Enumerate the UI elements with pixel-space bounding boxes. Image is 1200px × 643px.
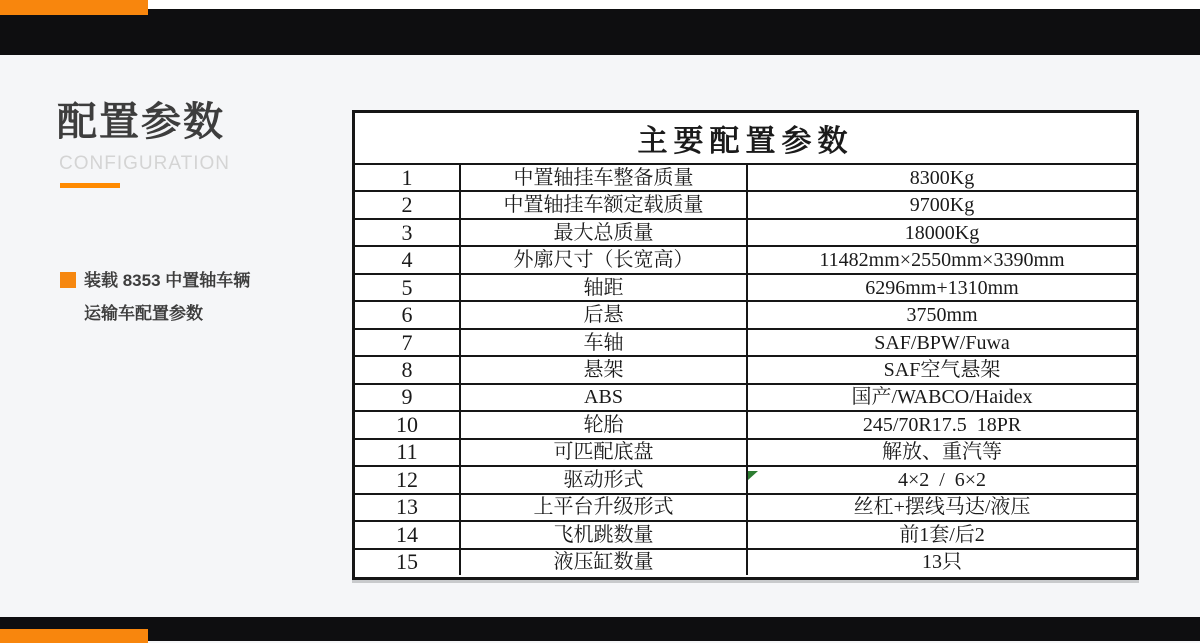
table-row: [355, 522, 1136, 549]
table-row: [355, 467, 1136, 494]
row-number-cell: 5: [355, 275, 461, 300]
row-number-cell: 7: [355, 330, 461, 355]
table-row: [355, 440, 1136, 467]
section-subtitle: CONFIGURATION: [59, 153, 230, 174]
row-name-cell: 液压缸数量: [461, 550, 748, 575]
row-name-cell: 上平台升级形式: [461, 495, 748, 520]
row-value-cell: 解放、重汽等: [882, 441, 1002, 464]
row-name-cell: 轴距: [461, 275, 748, 300]
row-number-cell: 8: [355, 357, 461, 382]
row-number-cell: 10: [355, 412, 461, 437]
table-row: [355, 247, 1136, 274]
row-number-cell: 9: [355, 385, 461, 410]
row-name-cell: 后悬: [461, 302, 748, 327]
spec-table: [352, 110, 1139, 580]
row-name-cell: 最大总质量: [461, 220, 748, 245]
table-row: [355, 495, 1136, 522]
row-name-cell: 可匹配底盘: [461, 440, 748, 465]
row-name-cell: 轮胎: [461, 412, 748, 437]
table-row: [355, 192, 1136, 219]
row-name-cell: 中置轴挂车额定载质量: [461, 192, 748, 217]
row-value-cell: 8300Kg: [909, 166, 975, 189]
top-divider-bar: [0, 9, 1200, 55]
row-value-cell: 13只: [922, 551, 962, 574]
table-row: [355, 385, 1136, 412]
row-name-cell: 飞机跳数量: [461, 522, 748, 547]
table-body: [355, 165, 1136, 575]
row-name-cell: 驱动形式: [461, 467, 748, 492]
row-name-cell: 车轴: [461, 330, 748, 355]
side-note-line-1: 装载 8353 中置轴车辆: [84, 271, 251, 290]
section-title: 配置参数: [57, 100, 225, 144]
table-row: [355, 330, 1136, 357]
row-value-cell: 245/70R17.5 18PR: [862, 413, 1022, 436]
row-number-cell: 4: [355, 247, 461, 272]
row-value-cell: SAF空气悬架: [883, 359, 1001, 382]
row-number-cell: 12: [355, 467, 461, 492]
row-name-cell: 中置轴挂车整备质量: [461, 165, 748, 190]
table-row: [355, 220, 1136, 247]
row-number-cell: 1: [355, 165, 461, 190]
table-row: [355, 275, 1136, 302]
row-value-cell: 前1套/后2: [899, 523, 985, 546]
row-number-cell: 13: [355, 495, 461, 520]
table-row: [355, 165, 1136, 192]
side-note: [60, 264, 340, 330]
bottom-divider-bar: [0, 617, 1200, 641]
row-name-cell: ABS: [461, 385, 748, 410]
row-name-cell: 外廓尺寸（长宽高）: [461, 247, 748, 272]
row-value-cell: 6296mm+1310mm: [865, 276, 1019, 299]
row-number-cell: 11: [355, 440, 461, 465]
row-number-cell: 6: [355, 302, 461, 327]
row-number-cell: 3: [355, 220, 461, 245]
row-value-cell: 3750mm: [906, 304, 978, 327]
row-value-cell: 国产/WABCO/Haidex: [851, 386, 1033, 409]
row-value-cell: 9700Kg: [909, 194, 975, 217]
green-corner-mark-icon: [748, 471, 758, 480]
row-number-cell: 14: [355, 522, 461, 547]
table-title: 主要配置参数: [355, 113, 1136, 165]
row-number-cell: 15: [355, 550, 461, 575]
orange-bullet-icon: [60, 272, 76, 288]
table-row: [355, 550, 1136, 575]
row-value-cell: SAF/BPW/Fuwa: [874, 331, 1010, 354]
row-number-cell: 2: [355, 192, 461, 217]
table-row: [355, 302, 1136, 329]
side-note-line-2: 运输车配置参数: [84, 304, 203, 323]
title-underline: [60, 183, 120, 188]
row-value-cell: 4×2 / 6×2: [897, 468, 987, 491]
bottom-orange-accent-bar: [0, 629, 148, 643]
row-value-cell: 11482mm×2550mm×3390mm: [819, 249, 1065, 272]
row-name-cell: 悬架: [461, 357, 748, 382]
top-orange-accent-bar: [0, 0, 148, 15]
row-value-cell: 18000Kg: [904, 221, 980, 244]
table-row: [355, 412, 1136, 439]
row-value-cell: 丝杠+摆线马达/液压: [853, 496, 1031, 519]
table-row: [355, 357, 1136, 384]
